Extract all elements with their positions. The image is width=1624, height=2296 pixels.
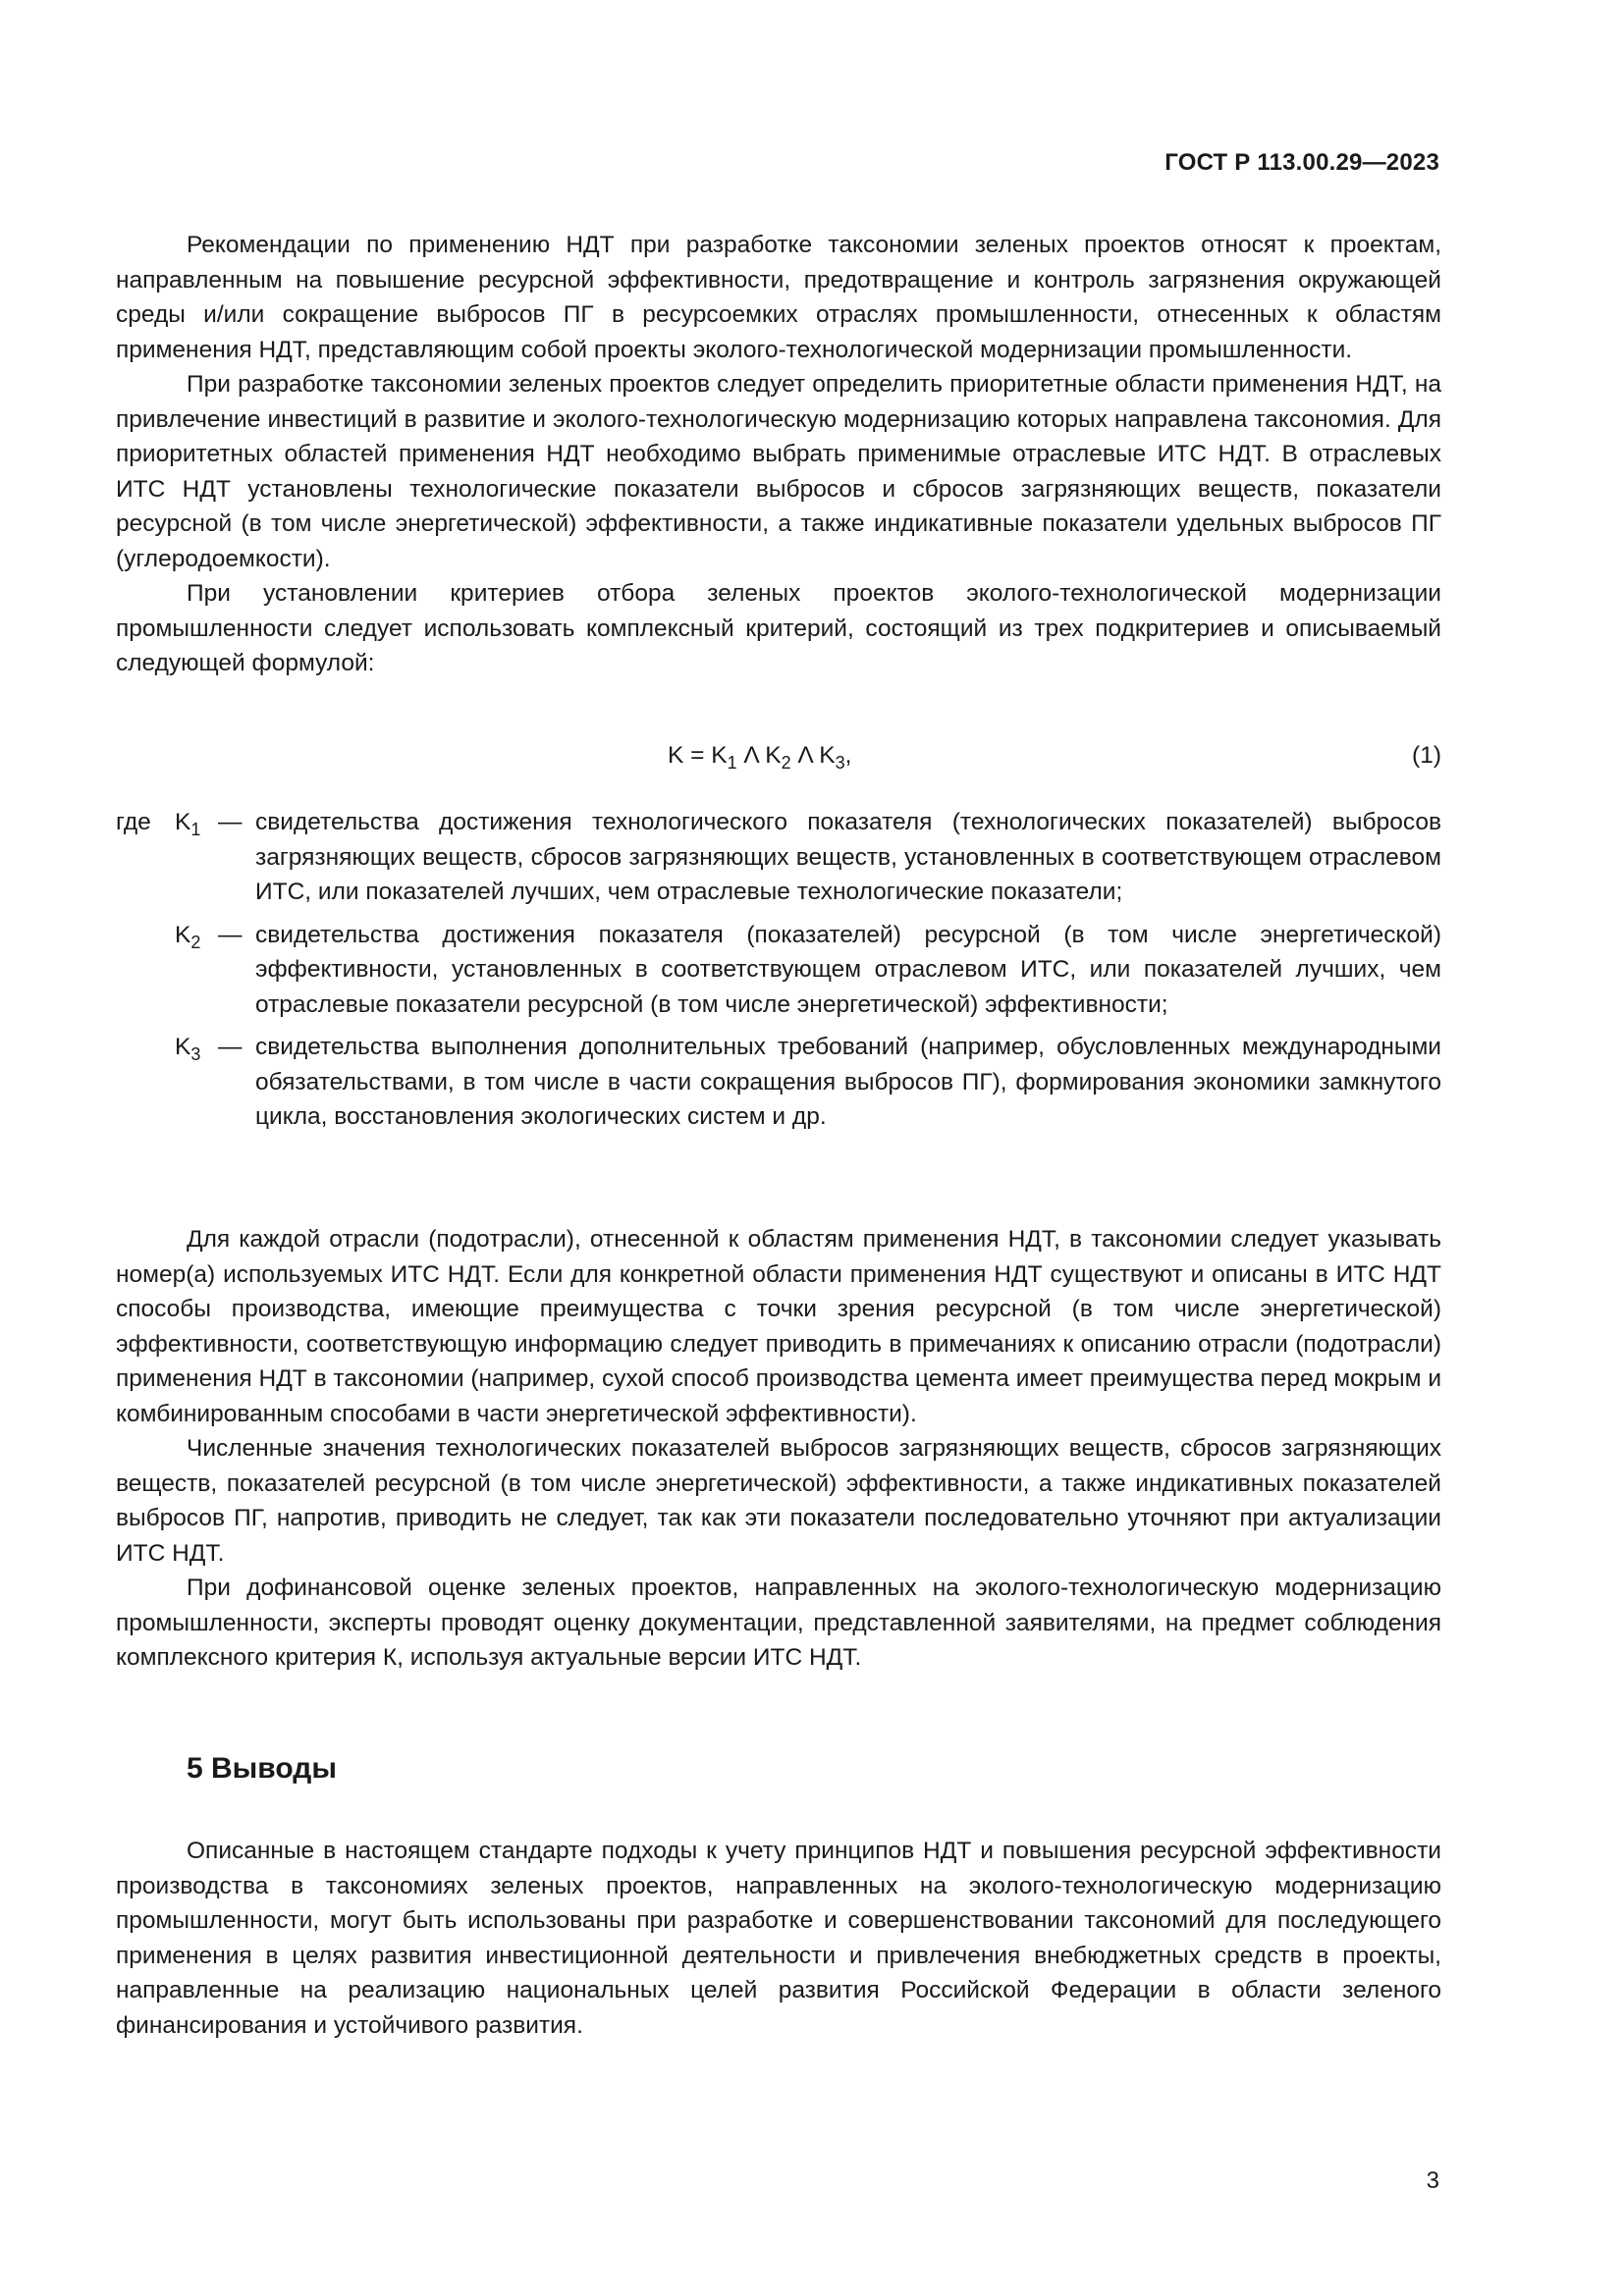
paragraph: Для каждой отрасли (подотрасли), отнесенной к областям применения НДТ, в таксономии следует указывать номер(а) используемых ИТС НДТ. Если для конкретной области применения НДТ существуют и описаны в ИТС НДТ способы производства, имеющие преимущества с точки зрения ресурсной (в том числе энергетической) эффективности, соответствующую информацию следует приводить в примечаниях к описанию отрасли (подотрасли) применения НДТ в таксономии (например, сухой способ производства цемента имеет преимущества перед мокрым и комбинированным способами в части энергетической эффективности). <box>116 1226 1441 1427</box>
definition-symbol: $K_1$ <box>175 809 201 839</box>
intro-text-block <box>116 228 1441 681</box>
formula-definitions <box>116 805 1441 1143</box>
definition-item: $K_3$ — свидетельства выполнения дополнительных требований (например, обусловленных международными обязательствами, в том числе в части сокращения выбросов ПГ), формирования экономики замкнутого цикла, восстановления экологических систем и др. <box>116 1030 1441 1135</box>
formula-expression: $K = K_1$ Λ $K_2$ Λ $K_3$, <box>668 742 852 773</box>
definition-text: свидетельства достижения технологического показателя (технологических показателей) выбросов загрязняющих веществ, сбросов загрязняющих веществ, установленных в соответствующем отраслевом ИТС, или показателей лучших, чем отраслевые технологические показатели; <box>255 809 1441 905</box>
standard-code-header: ГОСТ Р 113.00.29—2023 <box>1164 149 1439 176</box>
definition-text: свидетельства достижения показателя (показателей) ресурсной (в том числе энергетической) эффективности, установленных в соответствующем отраслевом ИТС, или показателей лучших, чем отраслевые показатели ресурсной (в том числе энергетической) эффективности; <box>255 921 1441 1018</box>
paragraph: Численные значения технологических показателей выбросов загрязняющих веществ, сбросов загрязняющих веществ, показателей ресурсной (в том числе энергетической) эффективности, а также индикативных показателей выбросов ПГ, напротив, приводить не следует, так как эти показатели последовательно уточняют при актуализации ИТС НДТ. <box>116 1435 1441 1567</box>
definition-symbol: $K_3$ <box>175 1034 201 1064</box>
paragraph: При дофинансовой оценке зеленых проектов, направленных на эколого-технологическую модернизацию промышленности, эксперты проводят оценку документации, представленной заявителями, на предмет соблюдения комплексного критерия К, используя актуальные версии ИТС НДТ. <box>116 1575 1441 1671</box>
page-number: 3 <box>1426 2167 1439 2194</box>
definition-item: где $K_1$ — свидетельства достижения технологического показателя (технологических показателей) выбросов загрязняющих веществ, сбросов загрязняющих веществ, установленных в соответствующем отраслевом ИТС, или показателей лучших, чем отраслевые технологические показатели; <box>116 805 1441 910</box>
main-text-block <box>116 1222 1441 1676</box>
definition-text: свидетельства выполнения дополнительных требований (например, обусловленных международными обязательствами, в том числе в части сокращения выбросов ПГ), формирования экономики замкнутого цикла, восстановления экологических систем и др. <box>255 1034 1441 1130</box>
definition-item: $K_2$ — свидетельства достижения показателя (показателей) ресурсной (в том числе энергетической) эффективности, установленных в соответствующем отраслевом ИТС, или показателей лучших, чем отраслевые показатели ресурсной (в том числе энергетической) эффективности; <box>116 918 1441 1023</box>
where-label: где <box>116 809 151 835</box>
formula-number: (1) <box>1412 742 1441 769</box>
paragraph: Описанные в настоящем стандарте подходы к учету принципов НДТ и повышения ресурсной эффективности производства в таксономиях зеленых проектов, направленных на эколого-технологическую модернизацию промышленности, могут быть использованы при разработке и совершенствовании таксономий для последующего применения в целях развития инвестиционной деятельности и привлечения внебюджетных средств в проекты, направленные на реализацию национальных целей развития Российской Федерации в области зеленого финансирования и устойчивого развития. <box>116 1838 1441 2039</box>
paragraph: Рекомендации по применению НДТ при разработке таксономии зеленых проектов относят к проектам, направленным на повышение ресурсной эффективности, предотвращение и контроль загрязнения окружающей среды и/или сокращение выбросов ПГ в ресурсоемких отраслях промышленности, отнесенных к областям применения НДТ, представляющим собой проекты эколого-технологической модернизации промышленности. <box>116 232 1441 363</box>
section-heading: 5 Выводы <box>187 1752 337 1785</box>
paragraph: При разработке таксономии зеленых проектов следует определить приоритетные области применения НДТ, на привлечение инвестиций в развитие и эколого-технологическую модернизацию которых направлена таксономия. Для приоритетных областей применения НДТ необходимо выбрать применимые отраслевые ИТС НДТ. В отраслевых ИТС НДТ установлены технологические показатели выбросов и сбросов загрязняющих веществ, показатели ресурсной (в том числе энергетической) эффективности, а также индикативные показатели удельных выбросов ПГ (углеродоемкости). <box>116 371 1441 572</box>
definition-symbol: $K_2$ <box>175 921 201 952</box>
paragraph: При установлении критериев отбора зеленых проектов эколого-технологической модернизации промышленности следует использовать комплексный критерий, состоящий из трех подкритериев и описываемый следующей формулой: <box>116 580 1441 676</box>
conclusions-text-block <box>116 1834 1441 2043</box>
